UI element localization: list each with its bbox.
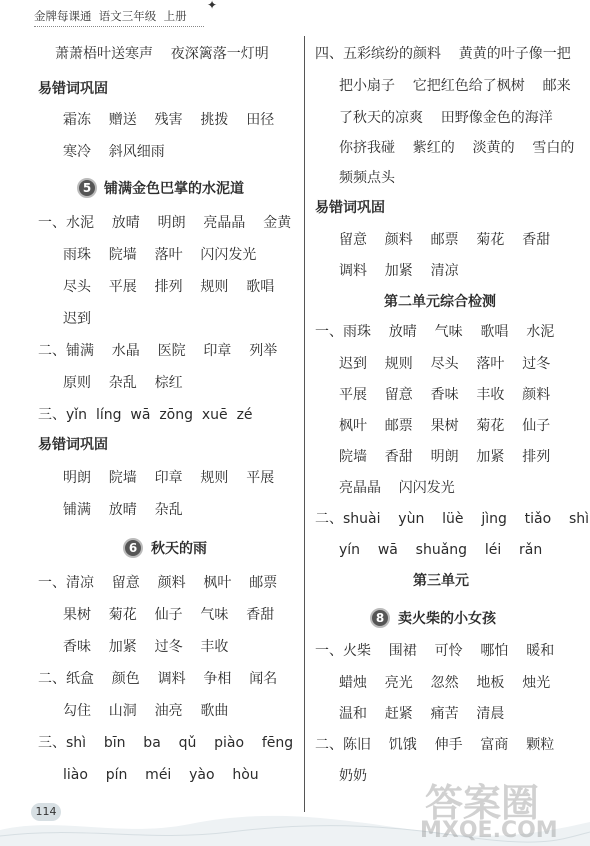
lesson-number-badge: 8 xyxy=(370,608,390,628)
answer-line: 留意 颜料 邮票 菊花 香甜 xyxy=(339,232,551,248)
answer-line: 四、五彩缤纷的颜料 黄黄的叶子像一把 xyxy=(315,46,571,62)
section-heading: 易错词巩固 xyxy=(38,437,108,453)
pinyin-line: 三、yǐn líng wā zōng xuē zé xyxy=(38,407,253,423)
answer-line: 一、水泥 放晴 明朗 亮晶晶 金黄 xyxy=(38,215,292,231)
answer-line: 调料 加紧 清凉 xyxy=(339,263,459,279)
answer-line: 二、纸盒 颜色 调料 争相 闻名 xyxy=(38,671,278,687)
pinyin-line: yín wā shuǎng léi rǎn xyxy=(339,542,543,558)
unit-test-heading: 第二单元综合检测 xyxy=(384,294,496,310)
answer-line: 明朗 院墙 印章 规则 平展 xyxy=(63,470,275,486)
answer-line: 香味 加紧 过冬 丰收 xyxy=(63,639,229,655)
star-icon: ✦ xyxy=(207,0,218,12)
answer-line: 频频点头 xyxy=(339,170,395,186)
answer-line: 寒冷 斜风细雨 xyxy=(63,144,165,160)
answer-line: 平展 留意 香味 丰收 颜料 xyxy=(339,387,551,403)
answer-line: 院墙 香甜 明朗 加紧 排列 xyxy=(339,449,551,465)
header-underline xyxy=(34,26,204,27)
lesson-title: 秋天的雨 xyxy=(151,541,207,557)
page-number: 114 xyxy=(31,803,61,821)
answer-line: 枫叶 邮票 果树 菊花 仙子 xyxy=(339,418,551,434)
pinyin-line: 三、shì bīn ba qǔ piào fēng xyxy=(38,735,294,751)
answer-line: 了秋天的凉爽 田野像金色的海洋 xyxy=(339,110,553,126)
answer-line: 尽头 平展 排列 规则 歌唱 xyxy=(63,279,275,295)
answer-line: 霜冻 赠送 残害 挑拨 田径 xyxy=(63,112,275,128)
answer-line: 把小扇子 它把红色给了枫树 邮来 xyxy=(339,78,571,94)
answer-line: 迟到 规则 尽头 落叶 过冬 xyxy=(339,356,551,372)
poem-line: 萧萧梧叶送寒声 夜深篱落一灯明 xyxy=(55,46,269,62)
unit-heading: 第三单元 xyxy=(413,573,469,589)
answer-line: 二、陈旧 饥饿 伸手 富商 颗粒 xyxy=(315,737,555,753)
lesson-title: 卖火柴的小女孩 xyxy=(398,611,496,627)
answer-line: 温和 赶紧 痛苦 清晨 xyxy=(339,706,505,722)
section-heading: 易错词巩固 xyxy=(315,200,385,216)
page-header-title: 金牌每课通 语文三年级 上册 xyxy=(34,9,187,23)
column-divider xyxy=(304,36,305,812)
answer-line: 奶奶 xyxy=(339,768,367,784)
section-heading: 易错词巩固 xyxy=(38,81,108,97)
answer-line: 你挤我碰 紫红的 淡黄的 雪白的 xyxy=(339,140,575,156)
watermark-logo: 答案圈 xyxy=(425,781,540,825)
answer-line: 雨珠 院墙 落叶 闪闪发光 xyxy=(63,247,257,263)
pinyin-line: liào pín méi yào hòu xyxy=(63,767,259,783)
pinyin-line: 二、shuài yùn lüè jìng tiǎo shì xyxy=(315,511,590,527)
watermark-url: MXQE.COM xyxy=(420,818,558,843)
answer-line: 一、雨珠 放晴 气味 歌唱 水泥 xyxy=(315,324,555,340)
answer-line: 铺满 放晴 杂乱 xyxy=(63,502,183,518)
lesson-number-badge: 5 xyxy=(77,178,97,198)
answer-line: 原则 杂乱 棕红 xyxy=(63,375,183,391)
lesson-title: 铺满金色巴掌的水泥道 xyxy=(104,181,244,197)
answer-line: 迟到 xyxy=(63,311,91,327)
answer-line: 亮晶晶 闪闪发光 xyxy=(339,480,455,496)
answer-line: 一、火柴 围裙 可怜 哪怕 暖和 xyxy=(315,643,555,659)
lesson-number-badge: 6 xyxy=(123,538,143,558)
answer-line: 果树 菊花 仙子 气味 香甜 xyxy=(63,607,275,623)
answer-line: 一、清凉 留意 颜料 枫叶 邮票 xyxy=(38,575,278,591)
answer-line: 二、铺满 水晶 医院 印章 列举 xyxy=(38,343,278,359)
answer-line: 蜡烛 亮光 忽然 地板 烛光 xyxy=(339,675,551,691)
answer-line: 勾住 山洞 油亮 歌曲 xyxy=(63,703,229,719)
